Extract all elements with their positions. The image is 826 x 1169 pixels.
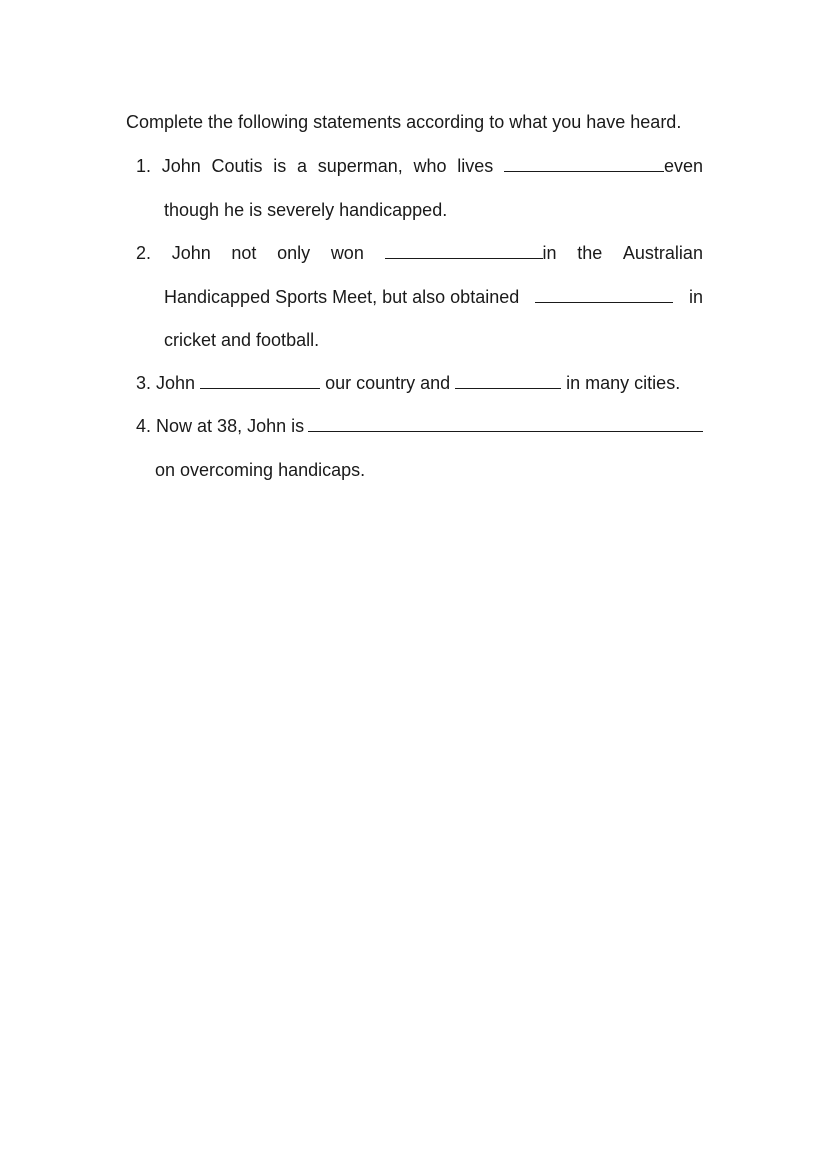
item-2-line-3: cricket and football.: [164, 330, 320, 350]
item-2-line-1: [136, 241, 703, 265]
word: even: [663, 156, 703, 176]
instruction-text: Complete the following statements according to what you have heard.: [126, 112, 682, 132]
blank-with-suffix: [385, 241, 557, 265]
word: a: [296, 156, 307, 176]
word: Coutis: [211, 156, 263, 176]
word: the: [577, 243, 603, 263]
answer-blank[interactable]: [455, 372, 561, 389]
item-1-line-1: [136, 154, 703, 178]
blank-with-suffix: [504, 154, 703, 178]
line-text: Now at 38, John is: [156, 416, 305, 436]
word: Australian: [622, 243, 703, 263]
word: superman,: [317, 156, 403, 176]
word: not: [231, 243, 257, 263]
word: John: [171, 243, 211, 263]
line-text: in many cities.: [566, 373, 681, 393]
word: John: [161, 156, 201, 176]
line-text: Handicapped Sports Meet, but also obtained: [164, 287, 520, 307]
answer-blank[interactable]: [385, 242, 543, 259]
word: in: [542, 243, 557, 263]
line-text: in: [688, 287, 703, 307]
word: is: [273, 156, 287, 176]
item-4-line-2: on overcoming handicaps.: [155, 460, 366, 480]
item-number: 1.: [136, 156, 152, 176]
word: only: [277, 243, 311, 263]
line-text: John: [156, 373, 196, 393]
item-2-line-2: [164, 285, 703, 309]
word: won: [330, 243, 364, 263]
item-4-line-1: [136, 414, 703, 438]
item-3-line-1: [136, 371, 703, 395]
word: lives: [457, 156, 494, 176]
answer-blank[interactable]: [200, 372, 320, 389]
line-text: our country and: [325, 373, 451, 393]
item-1-line-2: though he is severely handicapped.: [164, 200, 448, 220]
item-number: 4.: [136, 416, 152, 436]
word: who: [413, 156, 447, 176]
item-number: 3.: [136, 373, 152, 393]
answer-blank[interactable]: [308, 415, 703, 432]
item-number: 2.: [136, 243, 152, 263]
answer-blank[interactable]: [535, 286, 673, 303]
answer-blank[interactable]: [504, 155, 664, 172]
